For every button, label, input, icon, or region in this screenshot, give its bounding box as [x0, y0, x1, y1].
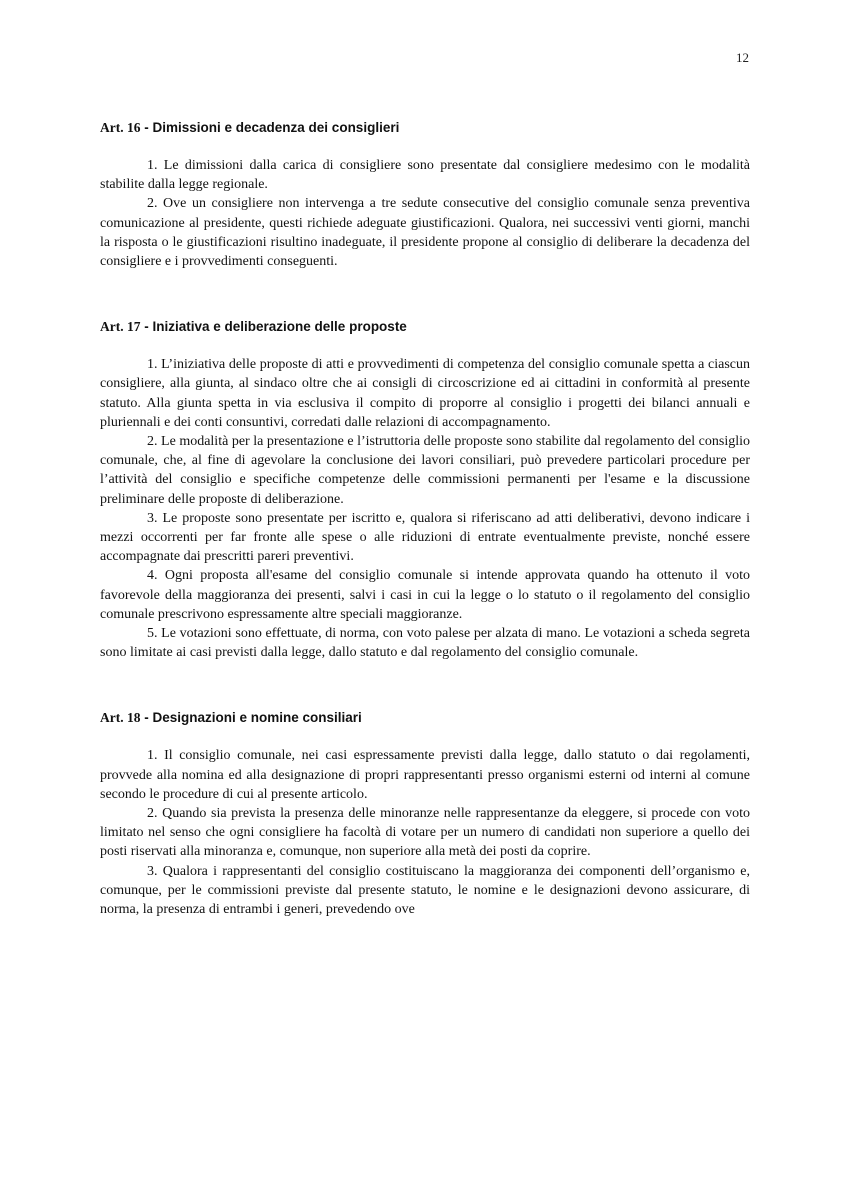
paragraph: 1. Il consiglio comunale, nei casi espressamente previsti dalla legge, dallo statuto o dai regolamenti, provvede alla nomina ed alla designazione di propri rappresentanti presso organismi esterni od interni al comune secondo le procedure di cui al presente articolo.: [100, 748, 750, 802]
article-title: Iniziativa e deliberazione delle proposte: [152, 319, 407, 335]
paragraph: 2. Quando sia prevista la presenza delle minoranze nelle rappresentanze da eleggere, si procede con voto limitato nel senso che ogni consigliere ha facoltà di votare per un numero di candidati non superiore a quello dei posti riservati alla minoranza e, comunque, non superiore alla metà dei posti da coprire.: [100, 806, 750, 860]
article-number: Art. 16: [100, 120, 141, 135]
article-number: Art. 18: [100, 710, 141, 726]
paragraph: 3. Le proposte sono presentate per iscritto e, qualora si riferiscano ad atti deliberativi, devono indicare i mezzi occorrenti per far fronte alle spese o alle riduzioni di entrate eventualmente previste, nonché essere accompagnate dai prescritti pareri preventivi.: [100, 510, 750, 565]
paragraph: 2. Ove un consigliere non intervenga a tre sedute consecutive del consiglio comunale senza preventiva comunicazione al presidente, questi richiede adeguate giustificazioni. Qualora, nei successivi venti giorni, manchi la risposta o le giustificazioni risultino inadeguate, il presidente propone al consiglio di deliberare la decadenza del consigliere e i provvedimenti conseguenti.: [100, 196, 750, 270]
article-heading: Art. 17 - Iniziativa e deliberazione delle proposte: [100, 319, 407, 335]
article-16: [100, 120, 750, 271]
paragraph: 1. L’iniziativa delle proposte di atti e provvedimenti di competenza del consiglio comunale spetta a ciascun consigliere, alla giunta, al sindaco oltre che ai consigli di circoscrizione ed ai cittadini in conformità al presente statuto. Alla giunta spetta in via esclusiva il compito di proporre al consiglio i progetti dei bilanci annuali e pluriennali e dei conti consuntivi, corredati dalle relazioni di accompagnamento.: [100, 357, 750, 430]
article-number: Art. 17: [100, 319, 141, 335]
article-18: [100, 710, 750, 919]
paragraph: 1. Le dimissioni dalla carica di consigliere sono presentate dal consigliere medesimo con le modalità stabilite dalla legge regionale.: [100, 158, 750, 193]
paragraph: 4. Ogni proposta all'esame del consiglio comunale si intende approvata quando ha ottenuto il voto favorevole della maggioranza dei presenti, salvi i casi in cui la legge o lo statuto o il regolamento del consiglio comunale prescrivono espressamente altre speciali maggioranze.: [100, 568, 750, 622]
article-heading: Art. 16 - Dimissioni e decadenza dei consiglieri: [100, 120, 400, 135]
paragraph: 3. Qualora i rappresentanti del consiglio costituiscano la maggioranza dei componenti dell’organismo e, comunque, per le commissioni previste dal presente statuto, le nomine e le designazioni devono assicurare, di norma, la presenza di entrambi i generi, prevedendo ove: [100, 863, 750, 918]
article-17: [100, 319, 750, 662]
paragraph: 5. Le votazioni sono effettuate, di norma, con voto palese per alzata di mano. Le votazioni a scheda segreta sono limitate ai casi previsti dalla legge, dallo statuto e dal regolamento del consiglio comunale.: [100, 626, 750, 661]
article-title: Designazioni e nomine consiliari: [152, 710, 362, 726]
paragraph: 2. Le modalità per la presentazione e l’istruttoria delle proposte sono stabilite dal regolamento del consiglio comunale, che, al fine di agevolare la conclusione dei lavori consiliari, può prevedere particolari procedure per l’attività del consiglio e specifiche competenze delle commissioni permanenti per l'esame e la discussione preliminare delle proposte di deliberazione.: [100, 434, 750, 507]
page-number: 12: [736, 50, 749, 65]
article-title: Dimissioni e decadenza dei consiglieri: [152, 120, 400, 135]
document-body: [100, 120, 750, 967]
article-heading: Art. 18 - Designazioni e nomine consiliari: [100, 710, 362, 726]
